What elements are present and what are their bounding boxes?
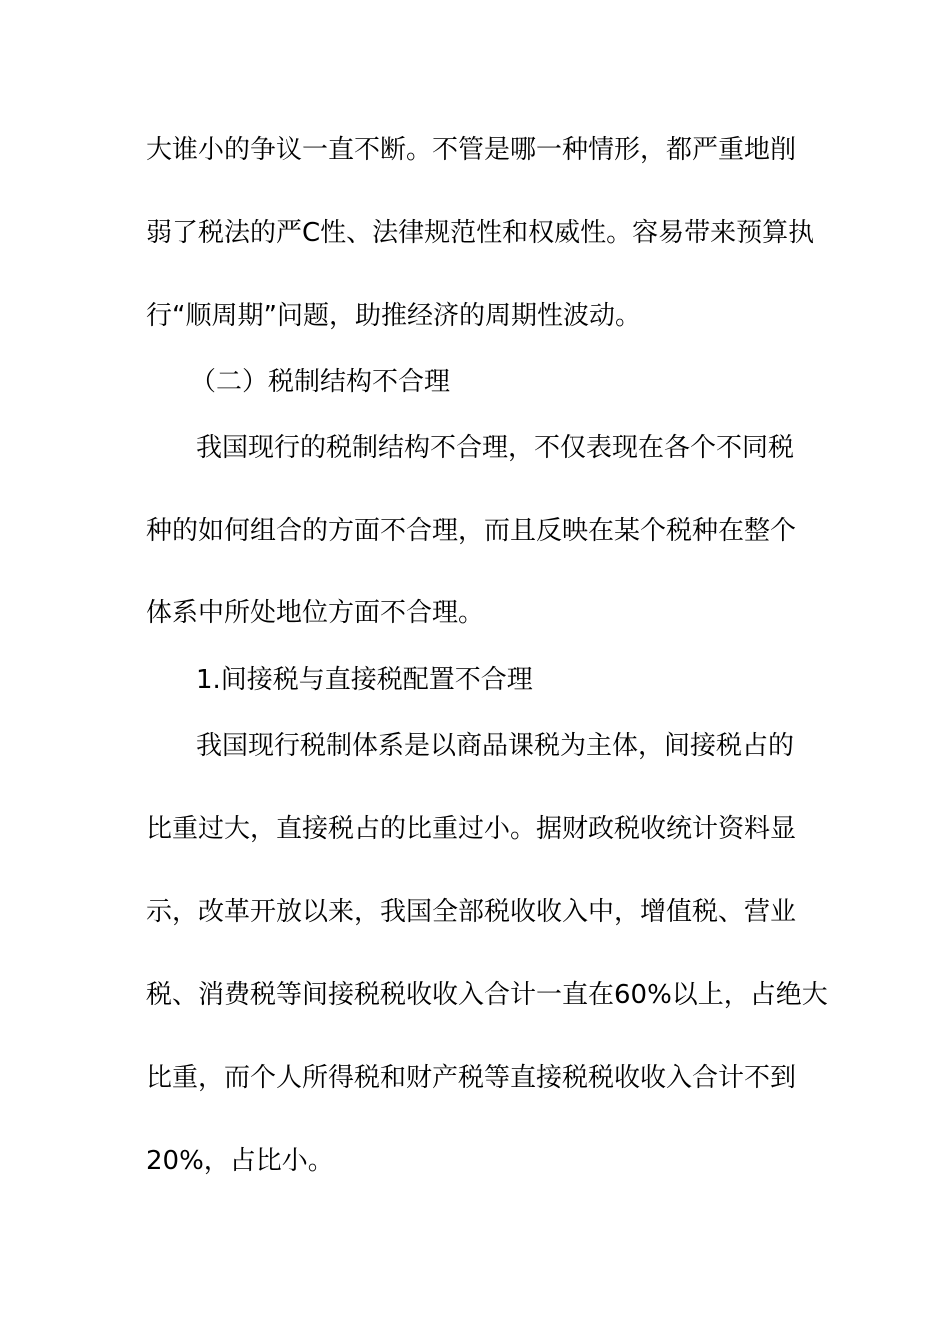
paragraph-line: 示，改革开放以来，我国全部税收收入中，增值税、营业: [146, 897, 797, 927]
subsection-heading: 1.间接税与直接税配置不合理: [196, 665, 533, 695]
paragraph-line: 比重，而个人所得税和财产税等直接税税收收入合计不到: [146, 1063, 797, 1093]
paragraph-line: 种的如何组合的方面不合理，而且反映在某个税种在整个: [146, 516, 797, 546]
paragraph-line: 税、消费税等间接税税收收入合计一直在60%以上，占绝大: [146, 980, 828, 1010]
paragraph-line: 我国现行的税制结构不合理，不仅表现在各个不同税: [196, 433, 795, 463]
section-heading: （二）税制结构不合理: [190, 367, 451, 397]
paragraph-line: 行“顺周期”问题，助推经济的周期性波动。: [146, 301, 641, 331]
paragraph-line: 20%，占比小。: [146, 1146, 334, 1176]
paragraph-line: 体系中所处地位方面不合理。: [146, 598, 485, 628]
paragraph-line: 比重过大，直接税占的比重过小。据财政税收统计资料显: [146, 814, 797, 844]
paragraph-line: 我国现行税制体系是以商品课税为主体，间接税占的: [196, 731, 795, 761]
paragraph-line: 弱了税法的严C性、法律规范性和权威性。容易带来预算执: [146, 218, 815, 248]
paragraph-line: 大谁小的争议一直不断。不管是哪一种情形，都严重地削: [146, 135, 797, 165]
